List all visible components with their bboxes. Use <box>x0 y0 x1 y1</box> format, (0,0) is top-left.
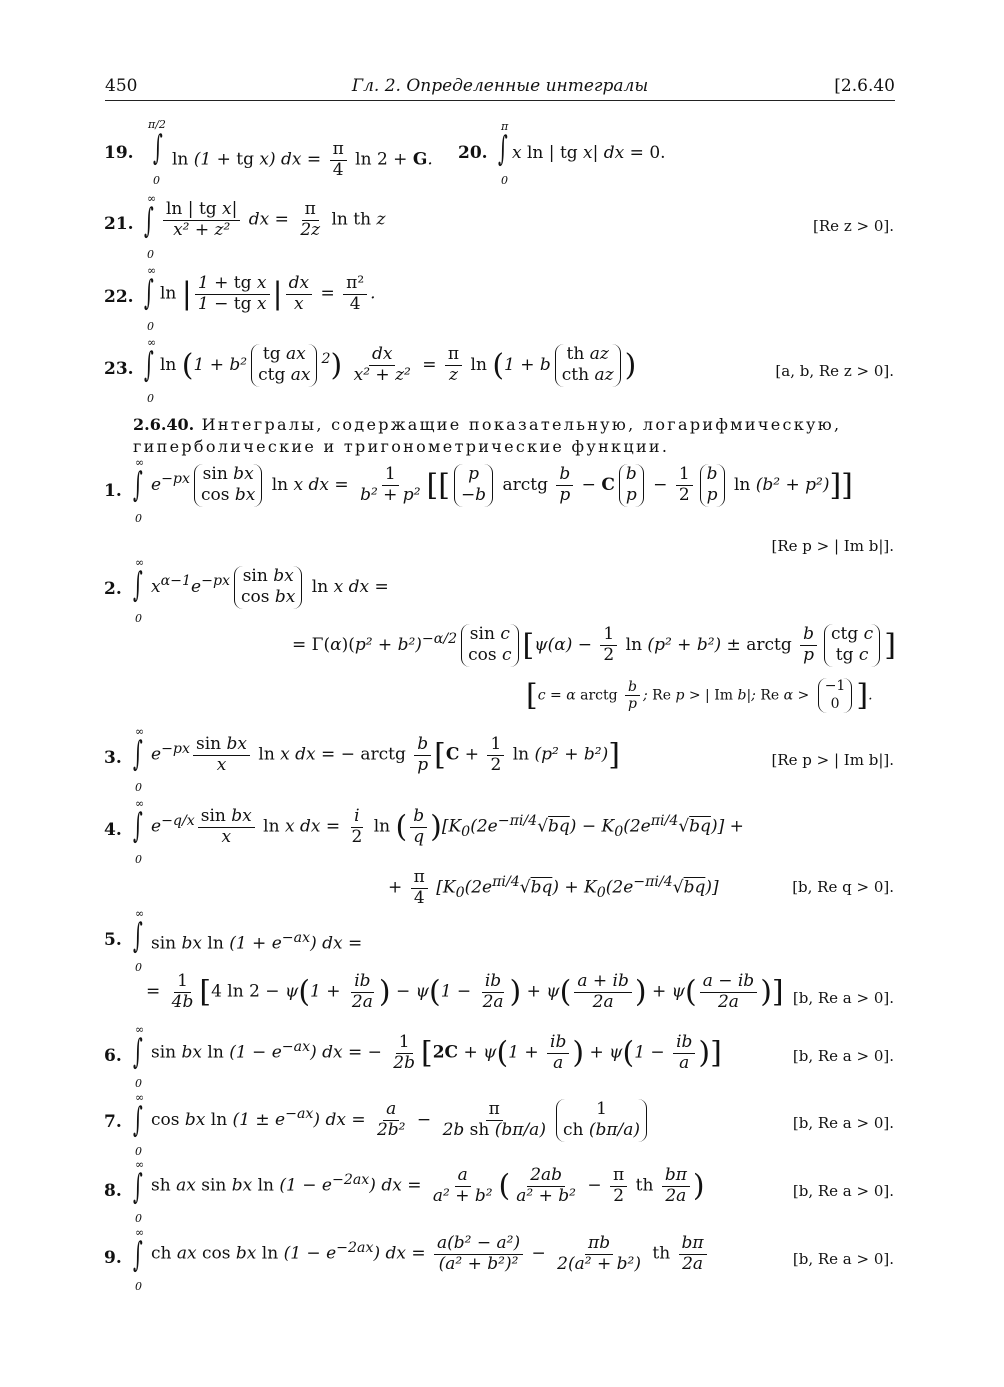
formula-number: 8. <box>104 1181 122 1201</box>
lower-limit: 0 <box>501 174 508 187</box>
formula-number: 6. <box>104 1046 122 1066</box>
section-reference: [2.6.40 <box>834 76 895 96</box>
formula-number: 9. <box>104 1248 122 1268</box>
condition: [b, Re a > 0]. <box>792 1182 894 1200</box>
condition: [b, Re q > 0]. <box>792 878 894 896</box>
page-number: 450 <box>105 76 138 96</box>
formula-number: 22. <box>104 287 134 307</box>
section-heading <box>133 414 895 458</box>
lower-limit: 0 <box>135 1145 142 1158</box>
integral-sign: ∫ <box>153 128 163 168</box>
upper-limit: ∞ <box>135 1023 145 1036</box>
integral-sign: ∫ <box>498 129 508 169</box>
formula-number: 4. <box>104 820 122 840</box>
upper-limit: ∞ <box>135 556 145 569</box>
lower-limit: 0 <box>135 961 142 974</box>
lower-limit: 0 <box>147 320 154 333</box>
formula-number: 1. <box>104 481 122 501</box>
integral-sign: ∫ <box>133 465 143 505</box>
upper-limit: π <box>501 120 509 133</box>
condition: [b, Re a > 0]. <box>792 989 894 1007</box>
lower-limit: 0 <box>135 512 142 525</box>
integral-sign: ∫ <box>133 1032 143 1072</box>
formula-5-continuation: = $\frac{1}{4b}$ [4 ln 2 − ψ(1 + $\frac{ib}{2a}$ ) − ψ(1 − $\frac{ib}{2a}$ ) + ψ( $\frac{a + ib}{2a}$ ) + ψ( $\frac{a - ib}{2a}$ )] <box>146 971 784 1012</box>
integral-sign: ∫ <box>133 1235 143 1275</box>
formula-number: 23. <box>104 359 134 379</box>
upper-limit: ∞ <box>147 336 157 349</box>
integral-sign: ∫ <box>133 1167 143 1207</box>
formula-number: 21. <box>104 214 134 234</box>
integral-sign: ∫ <box>144 345 154 385</box>
condition: [b, Re a > 0]. <box>792 1114 894 1132</box>
upper-limit: ∞ <box>135 1158 145 1171</box>
upper-limit: ∞ <box>135 456 145 469</box>
lower-limit: 0 <box>135 1077 142 1090</box>
integral-sign: ∫ <box>144 273 154 313</box>
lower-limit: 0 <box>153 174 160 187</box>
integral-sign: ∫ <box>133 565 143 605</box>
integral-sign: ∫ <box>133 806 143 846</box>
lower-limit: 0 <box>147 248 154 261</box>
upper-limit: ∞ <box>135 1091 145 1104</box>
upper-limit: ∞ <box>135 1226 145 1239</box>
formula-4-continuation: + $\frac{\pi}{4}$ $[K_0(2e^{\pi i/4}√bq) + K_0(2e^{-\pi i/4}√bq)]$ <box>388 867 719 908</box>
section-title: Интегралы, содержащие показательную, логарифмическую, гиперболические и тригонометрические функции. <box>133 415 842 456</box>
integral-sign: ∫ <box>133 1100 143 1140</box>
upper-limit: ∞ <box>135 725 145 738</box>
formula-number: 20. <box>458 143 488 163</box>
condition-2: [c = α arctg $\frac{b}{p}$ ; Re p > | Im b|; Re α > −1 0 ]. <box>526 678 873 713</box>
integral-sign: ∫ <box>133 734 143 774</box>
lower-limit: 0 <box>147 392 154 405</box>
upper-limit: ∞ <box>135 907 145 920</box>
condition: [Re p > | Im b|]. <box>771 751 894 769</box>
formula-number: 5. <box>104 930 122 950</box>
upper-limit: π/2 <box>148 118 166 131</box>
condition: [b, Re a > 0]. <box>792 1250 894 1268</box>
formula-number: 7. <box>104 1112 122 1132</box>
upper-limit: ∞ <box>135 797 145 810</box>
running-header <box>105 74 895 101</box>
lower-limit: 0 <box>135 1212 142 1225</box>
condition: [Re z > 0]. <box>813 217 894 235</box>
integral-sign: ∫ <box>144 201 154 241</box>
upper-limit: ∞ <box>147 264 157 277</box>
book-page: 450 Гл. 2. Определенные интегралы [2.6.40 19. π/2 ∫ 0 ln (1 + tg x) dx = $\frac{\pi}{4}$ ln 2 + G. 20. π ∫ 0 x ln | tg x| dx = 0. 21. ∞ ∫ 0 $\frac{\text{ln | tg x|}}{\text{x² + z²}}$ dx = $\frac{\pi}{2z}$ ln th z [Re z > 0]. 22. ∞ ∫ 0 ln | $\frac{\text{1 + tg x}}{\text{1 − tg x}}$ | $\frac{dx}{x}$ = $\frac{\text{π²}}{4}$ . 23. ∞ ∫ 0 ln (1 + b² tg ax ctg ax $^2$) $\frac{dx}{\text{x² + z²}}$ = $\frac{\pi}{z}$ ln (1 + b th az cth az ) [a, b, Re z > 0]. 2.6.40. Интегралы, содержащие показательную, логарифмическую, гиперболические и тригонометрические функции. 1. ∞ ∫ 0 $e^{-px}$ sin bx cos bx ln x dx = $\frac{1}{\text{b² + p²}}$ [[ p −b arctg $\frac{b}{p}$ − C b p − $\frac{1}{2}$ b p ln (b² + p²)]] [Re p > | Im b|]. 2. ∞ ∫ 0 $x^{\alpha-1}e^{-px}$ sin bx cos bx ln x dx = = $\Gamma(\alpha)(p^2 + b^2)^{-\alpha/2}$ sin c cos c [ψ(α) − $\frac{1}{2}$ ln (p² + b²) ± arctg $\frac{b}{p}$ ctg c tg c ] [c = α arctg $\frac{b}{p}$ ; Re p > | Im b|; Re α > −1 0 ]. 3. ∞ ∫ 0 $e^{-px}$ $\frac{\text{sin bx}}{x}$ ln x dx = − arctg $\frac{b}{p}$ [C + $\frac{1}{2}$ ln (p² + b²)] [Re p > | Im b|]. 4. ∞ ∫ 0 $e^{-q/x}$ $\frac{\text{sin bx}}{x}$ ln x dx = $\frac{i}{2}$ ln ( $\frac{b}{q}$ )$[K_0(2e^{-\pi i/4}√bq) - K_0(2e^{\pi i/4}√bq)]$ + + $\frac{\pi}{4}$ $[K_0(2e^{\pi i/4}√bq) + K_0(2e^{-\pi i/4}√bq)]$ [b, Re q > 0]. 5. ∞ ∫ 0 sin bx $\ln (1 + e^{-ax})$ dx = = $\frac{1}{4b}$ [4 ln 2 − ψ(1 + $\frac{ib}{2a}$ ) − ψ(1 − $\frac{ib}{2a}$ ) + ψ( $\frac{a + ib}{2a}$ ) + ψ( $\frac{a - ib}{2a}$ )] [b, Re a > 0]. 6. ∞ ∫ 0 sin bx $\ln (1 - e^{-ax})$ dx = − $\frac{1}{2b}$ [2C + ψ(1 + $\frac{ib}{a}$ ) + ψ(1 − $\frac{ib}{a}$ )] [b, Re a > 0]. 7. ∞ ∫ 0 cos bx $\ln (1 \pm e^{-ax})$ dx = $\frac{a}{\text{2b²}}$ − $\frac{\pi}{\text{2b sh (bπ/a)}}$ 1 ch (bπ/a) [b, Re a > 0]. 8. ∞ ∫ 0 sh ax sin bx $\ln (1 - e^{-2ax})$ dx = $\frac{a}{\text{a² + b²}}$ ( $\frac{2ab}{\text{a² + b²}}$ − $\frac{\pi}{2}$ th $\frac{b\pi}{2a}$ ) [b, Re a > 0]. 9. ∞ ∫ 0 ch ax cos bx $\ln (1 - e^{-2ax})$ dx = $\frac{\text{a(b² − a²)}}{\text{(a² + b²)²}}$ − $\frac{\pi b}{\text{2(a² + b²)}}$ th $\frac{b\pi}{2a}$ [b, Re a > 0]. <box>104 76 896 1293</box>
formula-number: 19. <box>104 143 134 163</box>
lower-limit: 0 <box>135 853 142 866</box>
upper-limit: ∞ <box>147 192 157 205</box>
section-number: 2.6.40. <box>133 415 195 434</box>
lower-limit: 0 <box>135 612 142 625</box>
chapter-title: Гл. 2. Определенные интегралы <box>351 76 649 96</box>
formula-2-continuation: = $\Gamma(\alpha)(p^2 + b^2)^{-\alpha/2}$ sin c cos c [ψ(α) − $\frac{1}{2}$ ln (p² + b²) ± arctg $\frac{b}{p}$ ctg c tg c ] <box>292 624 896 666</box>
integral-sign: ∫ <box>133 916 143 956</box>
formula-number: 3. <box>104 748 122 768</box>
condition: [Re p > | Im b|]. <box>771 537 894 555</box>
lower-limit: 0 <box>135 1280 142 1293</box>
condition: [b, Re a > 0]. <box>792 1047 894 1065</box>
condition: [a, b, Re z > 0]. <box>775 362 894 380</box>
formula-number: 2. <box>104 579 122 599</box>
lower-limit: 0 <box>135 781 142 794</box>
